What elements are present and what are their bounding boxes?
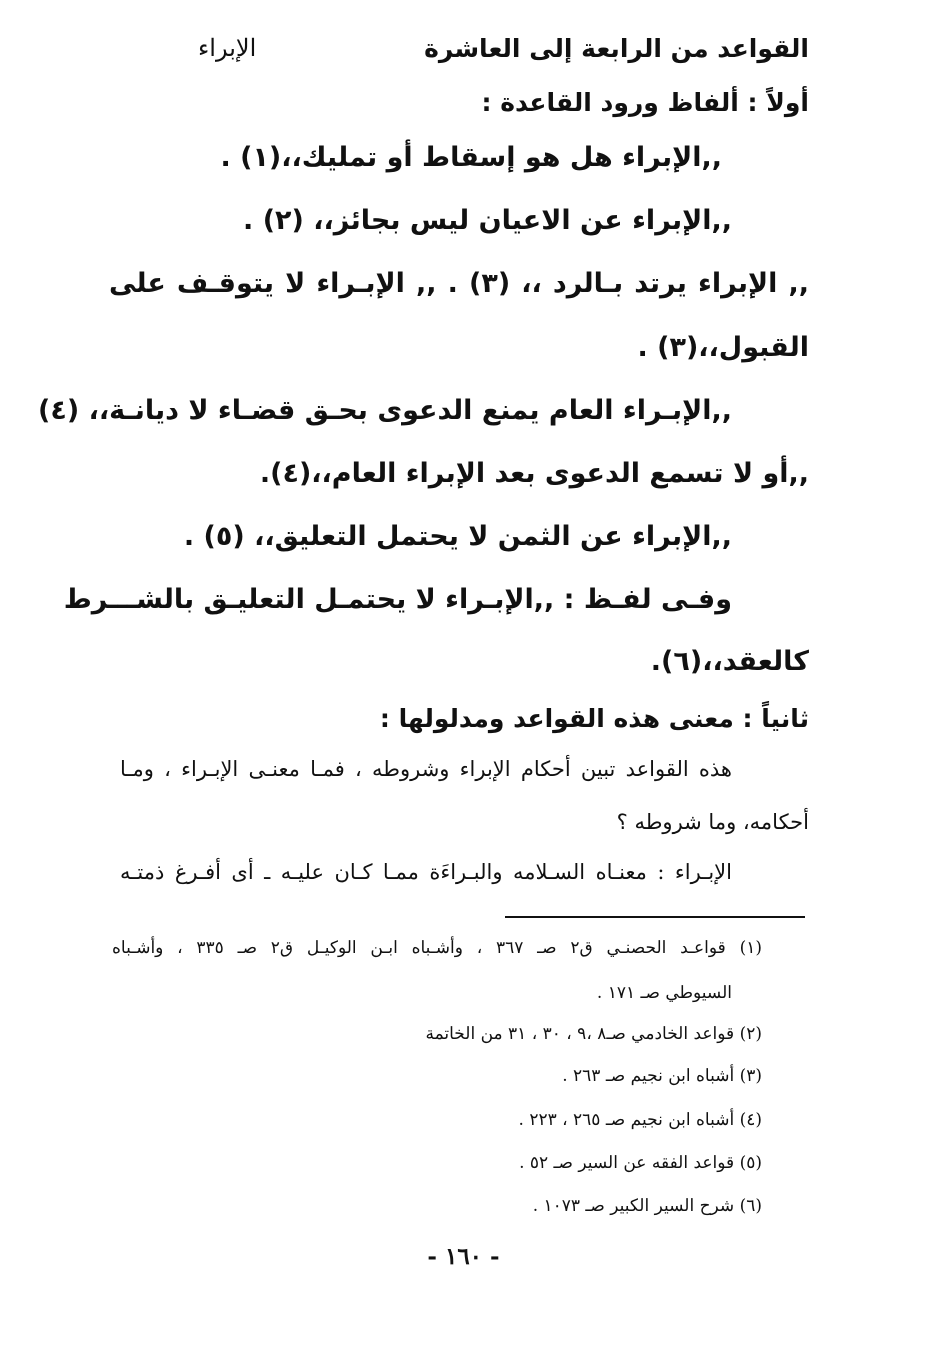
running-header-topic: الإبراء [198, 34, 257, 62]
footnote-1: (١) قواعـد الحصنـي ق٢ صـ ٣٦٧ ، وأشـباه ابـن الوكيـل ق٢ صـ ٣٣٥ ، وأشـباه [112, 938, 762, 958]
section-heading-wording: أولاً : ألفاظ ورود القاعدة : [481, 88, 809, 117]
footnote-6: (٦) شرح السير الكبير صـ ١٠٧٣ . [532, 1196, 762, 1216]
rule-line-3: ,, الإبراء يرتد بـالرد ،، (٣) . ,, الإبـراء لا يتوقـف على [109, 268, 809, 299]
footnote-1-cont: السيوطي صـ ١٧١ . [596, 983, 732, 1003]
rule-line-8: وفـى لفـظ : ,,الإبـراء لا يحتمـل التعليـق بالشـــرط [63, 584, 732, 615]
body-line-3: الإبـراء : معنـاه السـلامه والبـراءَة ممـا كـان عليـه ـ أى أفـرغ ذمتـه [120, 860, 732, 884]
rule-line-7: ,,الإبراء عن الثمن لا يحتمل التعليق،، (٥) . [183, 521, 732, 552]
section-heading-meaning: ثانياً : معنى هذه القواعد ومدلولها : [379, 704, 809, 733]
footnote-3: (٣) أشباه ابن نجيم صـ ٢٦٣ . [562, 1066, 762, 1086]
body-line-2: أحكامه، وما شروطه ؟ [616, 810, 809, 834]
footnote-2: (٢) قواعد الخادمي صـ٨ ،٩ ، ٣٠ ، ٣١ من الخاتمة [425, 1024, 762, 1044]
rule-line-1: ,,الإبراء هل هو إسقاط أو تمليك،،(١) . [220, 142, 722, 173]
page-number: - ١٦٠ - [427, 1243, 500, 1270]
rule-line-9: كالعقد،،(٦). [650, 646, 809, 677]
running-header-title: القواعد من الرابعة إلى العاشرة [424, 34, 809, 63]
footnote-4: (٤) أشباه ابن نجيم صـ ٢٦٥ ، ٢٢٣ . [518, 1110, 762, 1130]
rule-line-5: ,,الإبـراء العام يمنع الدعوى بحـق قضـاء لا ديانـة،، (٤) [38, 395, 732, 426]
rule-line-6: ,,أو لا تسمع الدعوى بعد الإبراء العام،،(٤). [259, 458, 809, 489]
footnote-5: (٥) قواعد الفقه عن السير صـ ٥٢ . [519, 1153, 762, 1173]
rule-line-2: ,,الإبراء عن الاعيان ليس بجائز،، (٢) . [243, 205, 732, 236]
body-line-1: هذه القواعد تبين أحكام الإبراء وشروطه ، فمـا معنـى الإبـراء ، ومـا [120, 757, 732, 781]
rule-line-4: القبول،،(٣) . [637, 332, 809, 363]
footnote-separator [505, 916, 805, 918]
